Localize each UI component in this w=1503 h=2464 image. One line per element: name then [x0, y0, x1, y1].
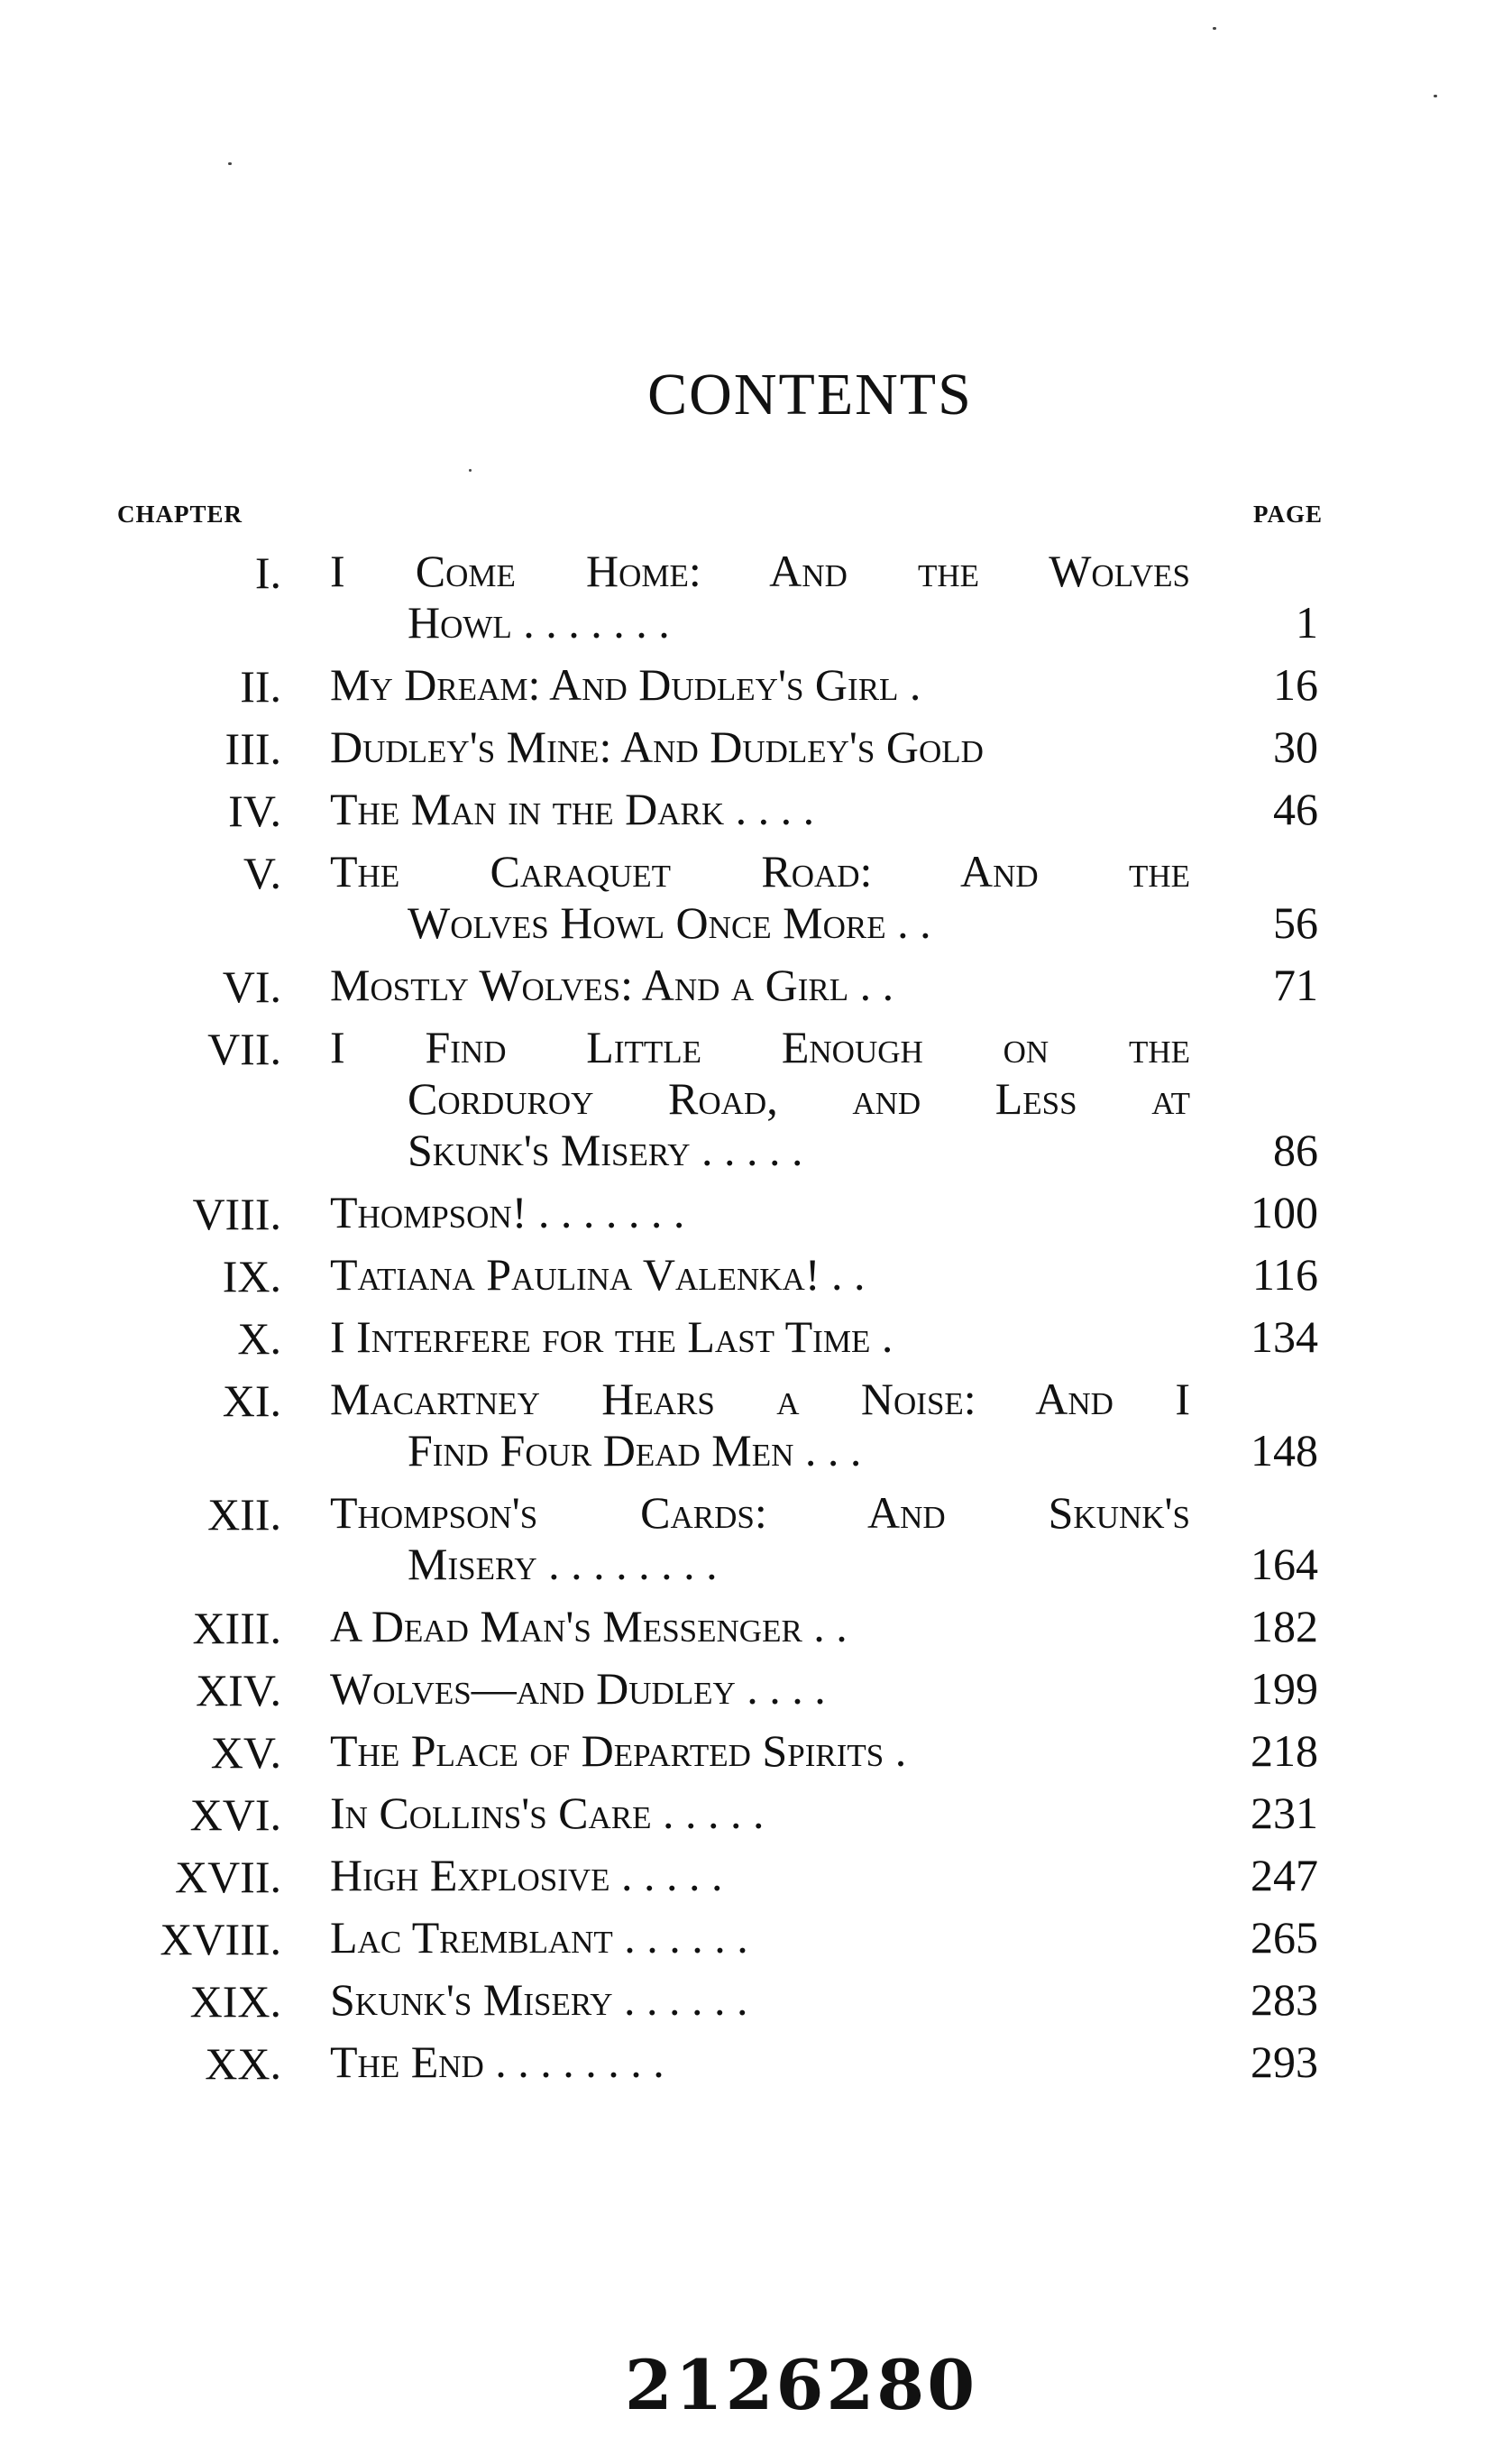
page-number: 164 — [1251, 1539, 1318, 1589]
chapter-title — [330, 2036, 1190, 2088]
chapter-number: XIII. — [192, 1603, 281, 1653]
chapter-title — [330, 1022, 1190, 1176]
print-speck — [228, 162, 232, 165]
chapter-number: VIII. — [192, 1189, 281, 1239]
chapter-title-line: Wolves Howl Once More . . — [408, 897, 931, 948]
chapter-number: IV. — [228, 786, 281, 836]
page-number: 283 — [1251, 1974, 1318, 2025]
chapter-title-line: Corduroy Road, and Less at — [408, 1073, 1190, 1124]
toc-entry — [0, 1374, 1503, 1476]
chapter-number: IX. — [222, 1251, 281, 1301]
page-number: 148 — [1251, 1425, 1318, 1476]
chapter-number: XI. — [222, 1375, 281, 1426]
chapter-title — [330, 846, 1190, 949]
chapter-title — [330, 1912, 1190, 1963]
chapter-title — [330, 960, 1190, 1011]
chapter-title — [330, 1601, 1190, 1652]
chapter-title — [330, 1487, 1190, 1590]
chapter-title-line: The Man in the Dark . . . . — [330, 784, 815, 834]
chapter-number: II. — [240, 661, 281, 712]
chapter-number: XVIII. — [160, 1914, 281, 1964]
page-number: 116 — [1251, 1249, 1318, 1300]
chapter-title-line: Lac Tremblant . . . . . . — [330, 1912, 748, 1963]
toc-entry — [0, 1974, 1503, 2026]
toc-entry — [0, 1249, 1503, 1301]
toc-entry — [0, 722, 1503, 773]
chapter-title — [330, 1187, 1190, 1238]
page-number: 247 — [1251, 1850, 1318, 1900]
toc-entry — [0, 1725, 1503, 1777]
toc-entry — [0, 1022, 1503, 1176]
chapter-title-line: Find Four Dead Men . . . — [408, 1425, 862, 1476]
chapter-number: XVII. — [174, 1852, 281, 1902]
chapter-number: VII. — [207, 1024, 281, 1074]
chapter-title-line: Macartney Hears a Noise: And I — [330, 1374, 1190, 1424]
page-number: 71 — [1273, 960, 1318, 1010]
chapter-title — [330, 659, 1190, 711]
toc-entry — [0, 1663, 1503, 1715]
chapter-title-line: Wolves—and Dudley . . . . — [330, 1663, 826, 1714]
chapter-number: XX. — [205, 2038, 281, 2089]
toc-entry — [0, 960, 1503, 1011]
chapter-title-line: In Collins's Care . . . . . — [330, 1788, 765, 1838]
chapter-title-line: Thompson! . . . . . . . — [330, 1187, 685, 1237]
chapter-number: X. — [237, 1313, 281, 1364]
chapter-number: VI. — [222, 961, 281, 1012]
page-number: 182 — [1251, 1601, 1318, 1651]
page-number: 134 — [1251, 1311, 1318, 1362]
print-speck — [1213, 27, 1216, 30]
chapter-title-line: The End . . . . . . . . — [330, 2036, 664, 2087]
chapter-title — [330, 1725, 1190, 1777]
chapter-title-line: Thompson's Cards: And Skunk's — [330, 1487, 1190, 1538]
chapter-title-line: Howl . . . . . . . — [408, 597, 670, 648]
toc-entry — [0, 546, 1503, 648]
page-number: 86 — [1273, 1125, 1318, 1175]
chapter-number: XIV. — [196, 1665, 281, 1715]
chapter-title — [330, 722, 1190, 773]
chapter-title-line: Mostly Wolves: And a Girl . . — [330, 960, 894, 1010]
page-number: 199 — [1251, 1663, 1318, 1714]
chapter-title — [330, 546, 1190, 648]
chapter-title-line: A Dead Man's Messenger . . — [330, 1601, 848, 1651]
chapter-title — [330, 784, 1190, 835]
chapter-number: XVI. — [189, 1789, 281, 1840]
toc-entry — [0, 1912, 1503, 1963]
chapter-title — [330, 1974, 1190, 2026]
chapter-title-line: Skunk's Misery . . . . . — [408, 1125, 803, 1175]
page-number: 46 — [1273, 784, 1318, 834]
toc-entry — [0, 659, 1503, 711]
chapter-number: XIX. — [189, 1976, 281, 2027]
chapter-title — [330, 1788, 1190, 1839]
chapter-title-line: I Come Home: And the Wolves — [330, 546, 1190, 596]
chapter-title — [330, 1311, 1190, 1363]
page-number: 265 — [1251, 1912, 1318, 1963]
toc-entry — [0, 1487, 1503, 1590]
chapter-title-line: Misery . . . . . . . . — [408, 1539, 718, 1589]
library-stamp-number: 2126280 — [624, 2345, 978, 2425]
toc-entry — [0, 1850, 1503, 1901]
page-number: 30 — [1273, 722, 1318, 772]
chapter-title-line: I Interfere for the Last Time . — [330, 1311, 894, 1362]
chapter-title — [330, 1663, 1190, 1715]
toc-entry — [0, 1788, 1503, 1839]
chapter-title-line: The Place of Departed Spirits . — [330, 1725, 907, 1776]
chapter-title-line: High Explosive . . . . . — [330, 1850, 723, 1900]
chapter-number: XV. — [210, 1727, 281, 1778]
chapter-title — [330, 1850, 1190, 1901]
chapter-title-line: Dudley's Mine: And Dudley's Gold — [330, 722, 984, 772]
page-number: 1 — [1296, 597, 1318, 648]
page-number: 218 — [1251, 1725, 1318, 1776]
print-speck — [469, 469, 472, 472]
chapter-column-heading: CHAPTER — [117, 501, 243, 528]
page-number: 231 — [1251, 1788, 1318, 1838]
toc-entry — [0, 1187, 1503, 1238]
page-title: CONTENTS — [647, 362, 973, 428]
chapter-number: XII. — [207, 1489, 281, 1540]
chapter-title — [330, 1249, 1190, 1301]
chapter-title — [330, 1374, 1190, 1476]
chapter-number: V. — [243, 848, 281, 898]
page-number: 16 — [1273, 659, 1318, 710]
print-speck — [1434, 95, 1437, 97]
toc-entry — [0, 1311, 1503, 1363]
chapter-title-line: I Find Little Enough on the — [330, 1022, 1190, 1072]
toc-entry — [0, 1601, 1503, 1652]
toc-entry — [0, 846, 1503, 949]
chapter-number: III. — [225, 723, 281, 774]
toc-entry — [0, 2036, 1503, 2088]
page-number: 56 — [1273, 897, 1318, 948]
chapter-title-line: My Dream: And Dudley's Girl . — [330, 659, 921, 710]
chapter-title-line: Skunk's Misery . . . . . . — [330, 1974, 748, 2025]
page-number: 293 — [1251, 2036, 1318, 2087]
chapter-number: I. — [254, 547, 281, 598]
page-column-heading: PAGE — [1253, 501, 1323, 528]
chapter-title-line: The Caraquet Road: And the — [330, 846, 1190, 896]
page-number: 100 — [1251, 1187, 1318, 1237]
chapter-title-line: Tatiana Paulina Valenka! . . — [330, 1249, 866, 1300]
toc-entry — [0, 784, 1503, 835]
